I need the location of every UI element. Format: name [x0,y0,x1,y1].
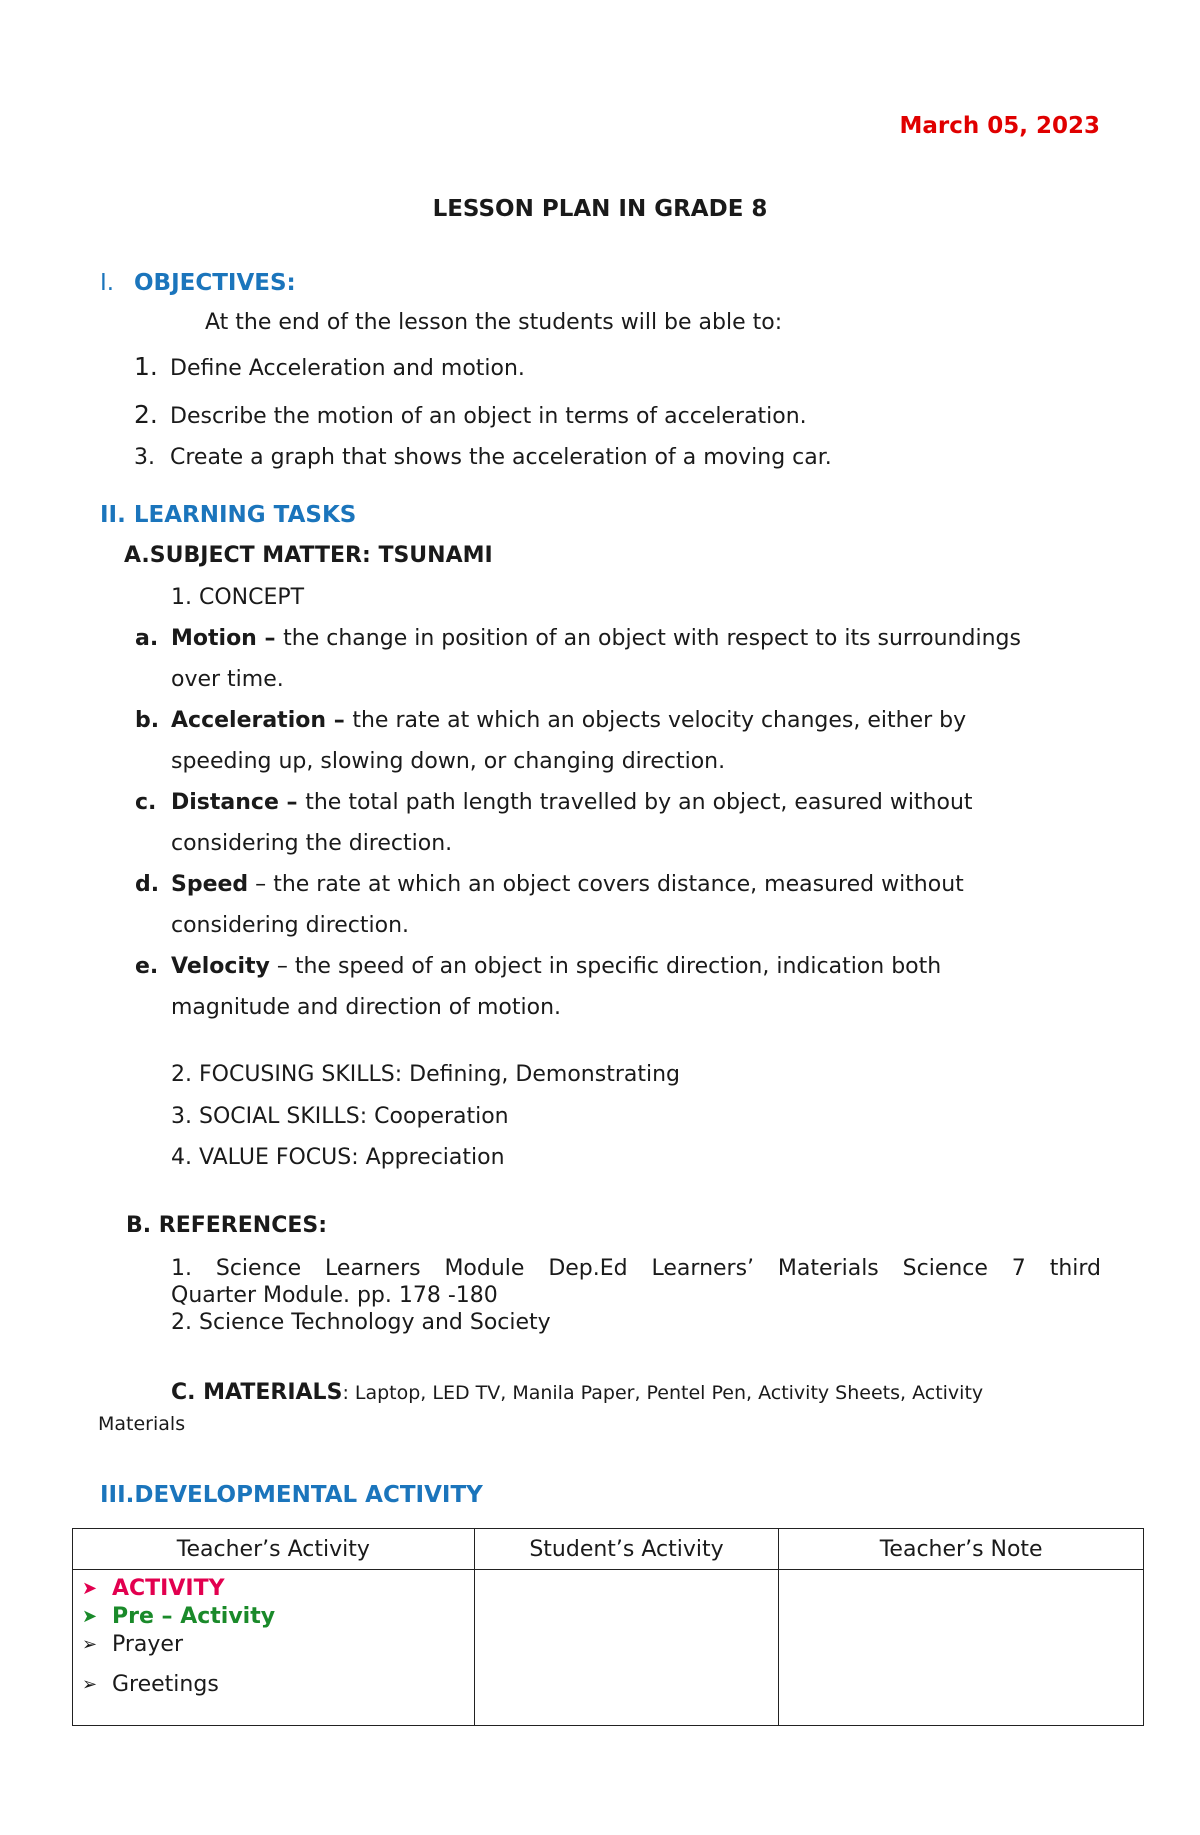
subject-matter: A.SUBJECT MATTER: TSUNAMI [124,543,493,568]
objectives-intro: At the end of the lesson the students will be able to: [205,310,783,335]
document-title: LESSON PLAN IN GRADE 8 [432,196,768,222]
social-skills: 3. SOCIAL SKILLS: Cooperation [171,1104,509,1129]
reference-item-cont: Quarter Module. pp. 178 -180 [171,1283,498,1308]
objectives-number: I. [100,270,115,296]
column-header-student-activity: Student’s Activity [474,1529,779,1570]
definition-distance-cont: considering the direction. [171,831,453,856]
definition-motion-cont: over time. [171,667,284,692]
teacher-activity-cell [73,1570,475,1726]
objectives-heading [100,270,296,296]
definition-distance: c. Distance – the total path length travelled by an object, easured without [135,790,973,815]
learning-tasks-heading: II. LEARNING TASKS [100,502,357,528]
list-item: ➢ Prayer [82,1631,184,1657]
materials-line [171,1380,983,1405]
developmental-heading: III.DEVELOPMENTAL ACTIVITY [100,1482,483,1508]
column-header-teacher-activity: Teacher’s Activity [73,1529,475,1570]
materials-list-cont: Materials [98,1413,186,1435]
definition-acceleration: b. Acceleration – the rate at which an objects velocity changes, either by [135,708,967,733]
objective-item: 3. Create a graph that shows the acceleration of a moving car. [134,445,832,470]
definition-speed: d. Speed – the rate at which an object covers distance, measured without [135,872,964,897]
student-activity-cell [474,1570,779,1726]
table-header-row [73,1529,1144,1570]
list-item: ➢ Greetings [82,1671,219,1697]
arrow-bullet-icon: ➢ [82,1633,98,1655]
materials-label: C. MATERIALS [171,1380,343,1405]
concept-label: 1. CONCEPT [171,585,305,610]
list-item: ➤ ACTIVITY [82,1575,225,1601]
arrow-bullet-icon: ➢ [82,1673,98,1695]
arrow-bullet-icon: ➤ [82,1577,98,1599]
objectives-label: OBJECTIVES: [134,270,296,296]
document-date: March 05, 2023 [899,113,1100,139]
table-row [73,1570,1144,1726]
definition-acceleration-cont: speeding up, slowing down, or changing direction. [171,749,726,774]
references-heading: B. REFERENCES: [126,1213,328,1238]
column-header-teacher-note: Teacher’s Note [779,1529,1144,1570]
definition-velocity-cont: magnitude and direction of motion. [171,995,562,1020]
teacher-note-cell [779,1570,1144,1726]
arrow-bullet-icon: ➤ [82,1605,98,1627]
objective-item: 2. Describe the motion of an object in terms of acceleration. [134,400,807,429]
definition-velocity: e. Velocity – the speed of an object in specific direction, indication both [135,954,942,979]
definition-speed-cont: considering direction. [171,913,410,938]
materials-list: : Laptop, LED TV, Manila Paper, Pentel Pen, Activity Sheets, Activity [342,1382,984,1404]
focusing-skills: 2. FOCUSING SKILLS: Defining, Demonstrating [171,1062,680,1087]
objective-item: 1. Define Acceleration and motion. [134,352,525,381]
value-focus: 4. VALUE FOCUS: Appreciation [171,1145,505,1170]
reference-item: 2. Science Technology and Society [171,1310,551,1335]
list-item: ➤ Pre – Activity [82,1603,276,1629]
activity-table [72,1528,1144,1726]
definition-motion: a. Motion – the change in position of an object with respect to its surroundings [135,626,1021,651]
reference-item: 1. Science Learners Module Dep.Ed Learners’ Materials Science 7 third [171,1256,1101,1281]
